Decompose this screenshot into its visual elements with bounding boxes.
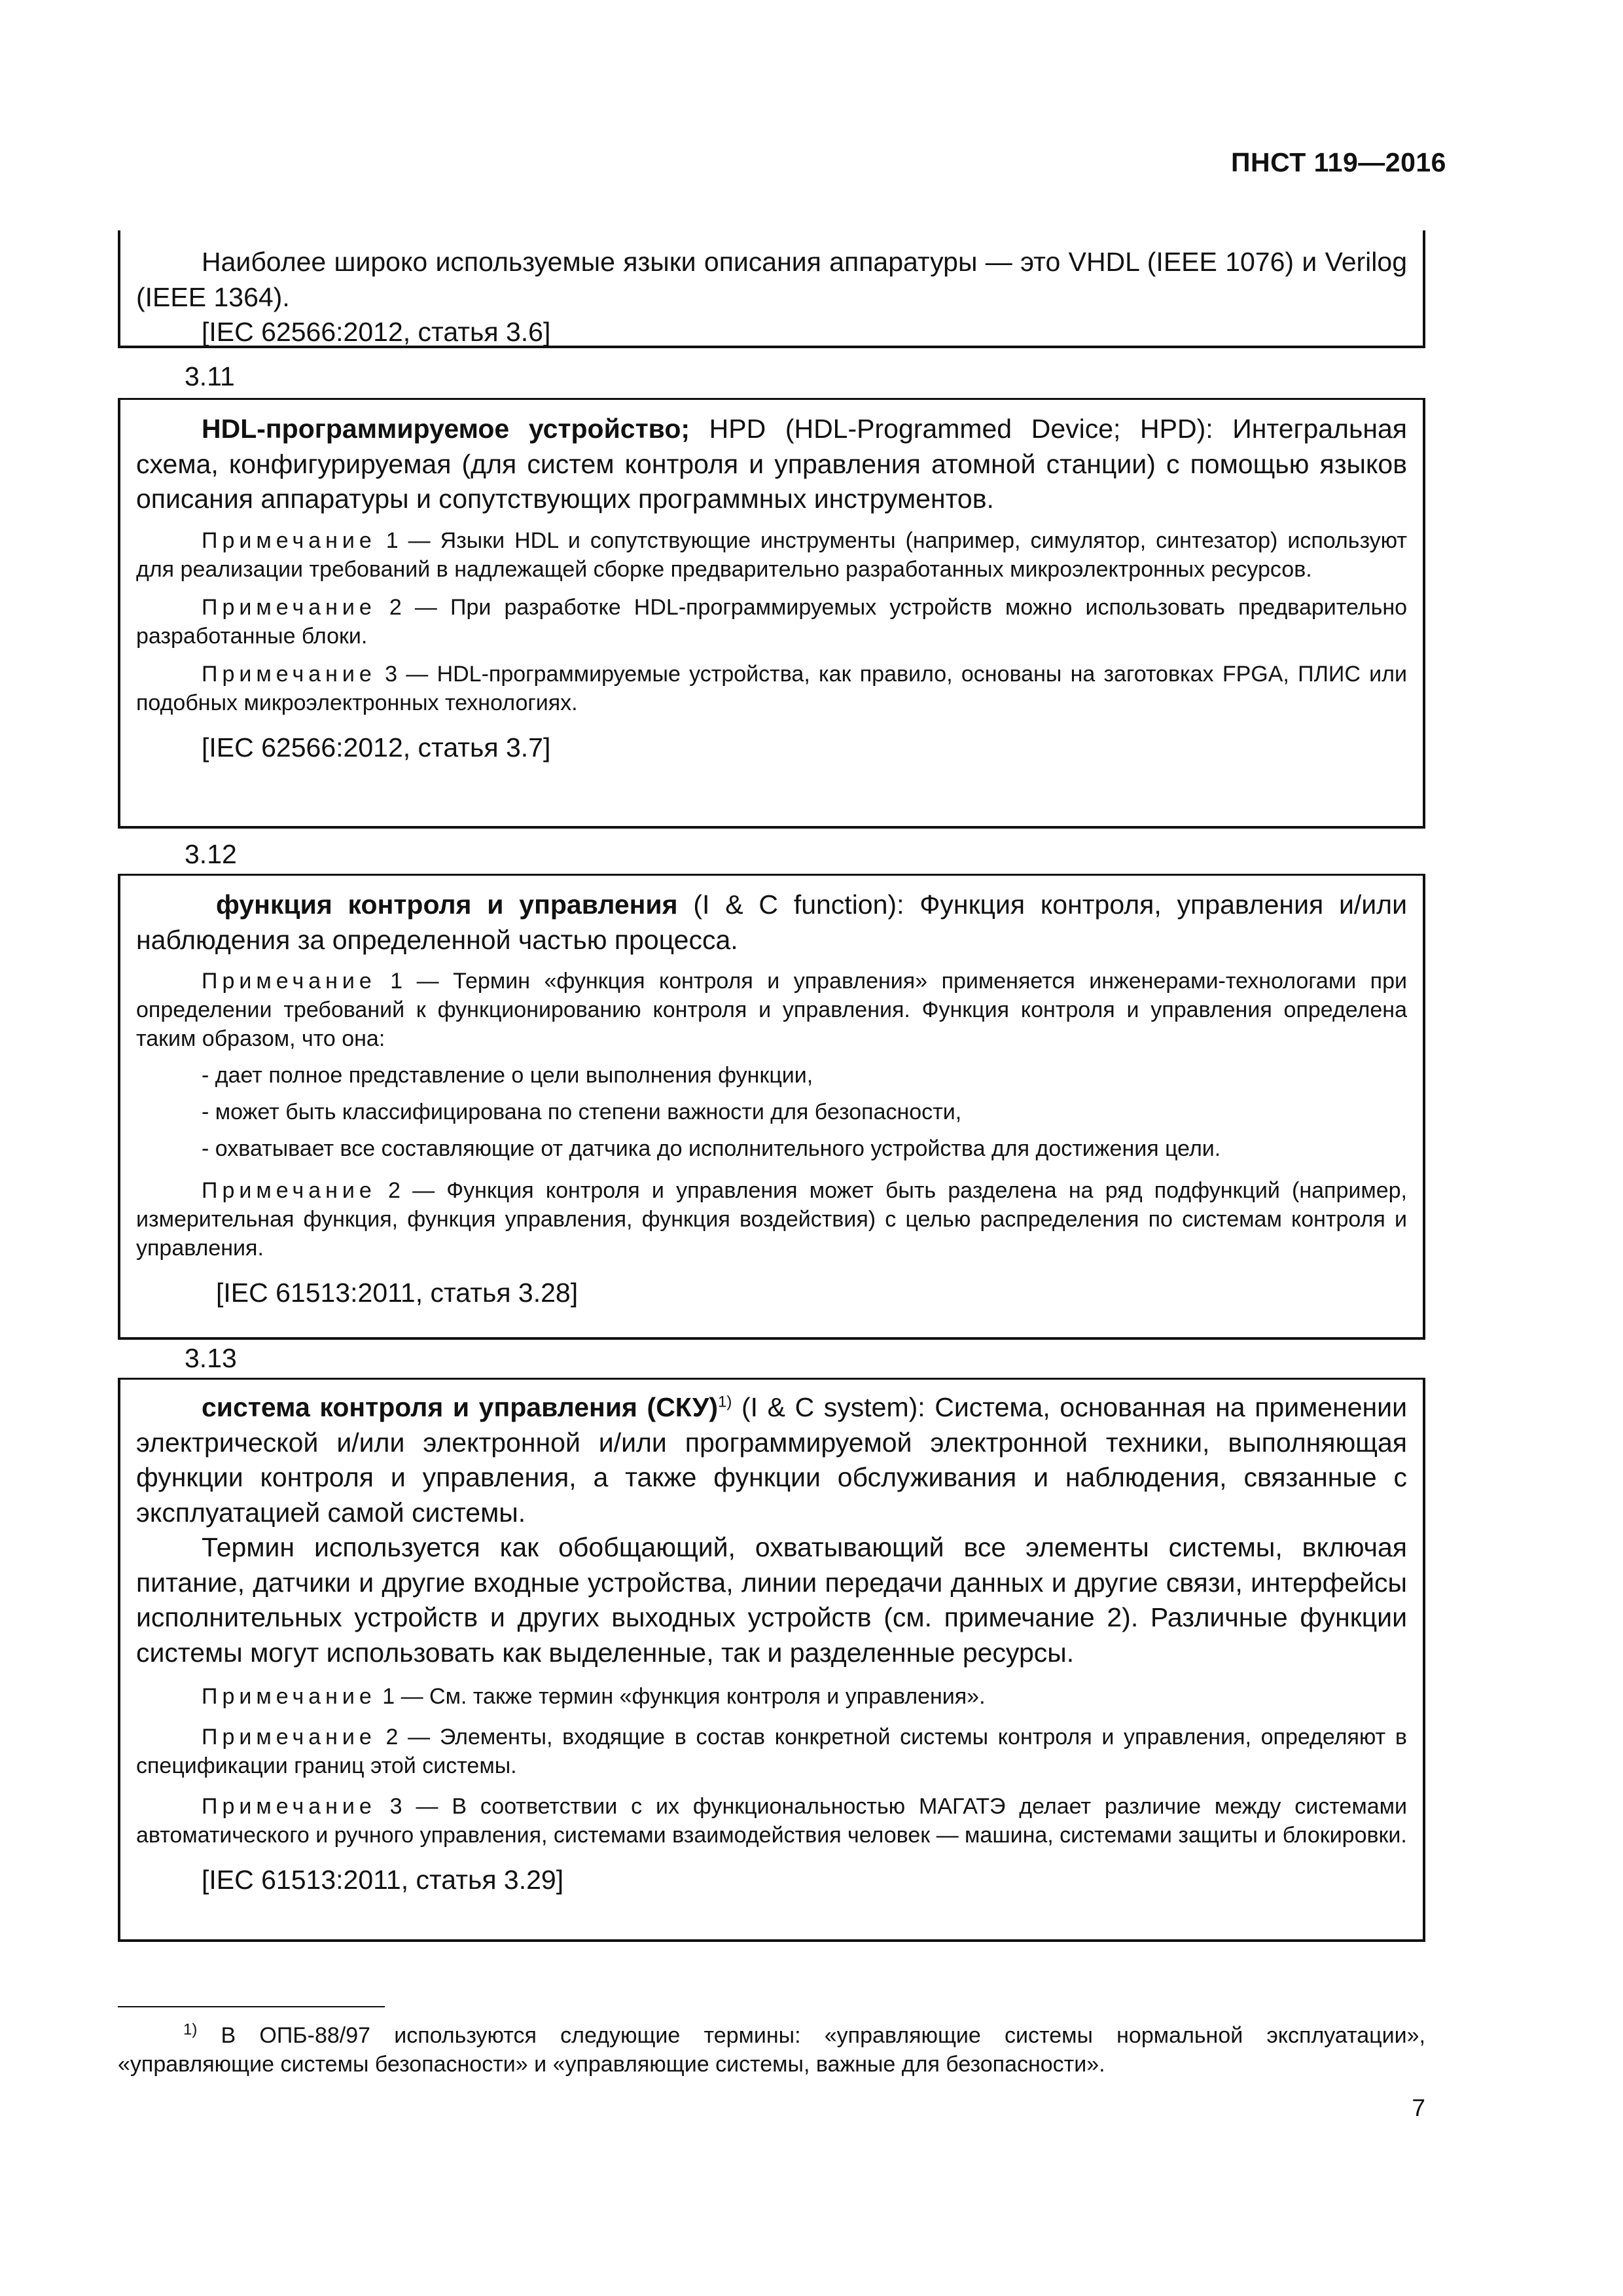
entry-3-13-paragraph-2: Термин используется как обобщающий, охватывающий все элементы системы, включая питание, датчики и другие входные устройства, линии передачи данных и другие связи, интерфейсы исполнительных устройств и других выходных устройств (см. примечание 2). Различные функции системы могут использовать как выделенные, так и разделенные ресурсы. [136, 1532, 1407, 1668]
prev-entry-ref: [IEC 62566:2012, статья 3.6] [202, 317, 551, 347]
entry-number-3-12: 3.12 [185, 839, 237, 869]
list-item: - охватывает все составляющие от датчика до исполнительного устройства для достижения цели. [202, 1136, 1221, 1161]
entry-3-13-note-1: Примечание 1 — См. также термин «функция контроля и управления». [202, 1684, 986, 1709]
entry-3-11-ref: [IEC 62566:2012, статья 3.7] [202, 732, 551, 762]
entry-3-12-term: функция контроля и управления [216, 889, 678, 920]
entry-3-11-note-2: Примечание 2 — При разработке HDL-программируемых устройств можно использовать предварительно разработанные блоки. [136, 594, 1407, 649]
entry-3-13-definition: система контроля и управления (СКУ)$^{1)}$ (I & C system): Система, основанная на применении электрической и/или электронной и/или программируемой электронной техники, выполняющая функции контроля и управления, а также функции обслуживания и наблюдения, связанные с эксплуатацией самой системы. [136, 1392, 1407, 1528]
page-number: 7 [1412, 2094, 1425, 2121]
entry-3-12-definition: функция контроля и управления (I & C function): Функция контроля, управления и/или наблюдения за определенной частью процесса. [136, 889, 1408, 955]
entry-3-13-note-3: Примечание 3 — В соответствии с их функциональностью МАГАТЭ делает различие между системами автоматического и ручного управления, системами взаимодействия человек — машина, системами защиты и блокировки. [136, 1794, 1407, 1848]
footnote: $^{1)}$ В ОПБ-88/97 используются следующие термины: «управляющие системы нормальной эксплуатации», «управляющие системы безопасности» и «управляющие системы, важные для безопасности». [118, 2020, 1425, 2077]
entry-3-12-note-1: Примечание 1 — Термин «функция контроля и управления» применяется инженерами-технологами при определении требований к функционированию контроля и управления. Функция контроля и управления определена таким образом, что она: [136, 969, 1407, 1051]
footnote-rule [118, 2006, 385, 2007]
entry-3-11-note-3: Примечание 3 — HDL-программируемые устройства, как правило, основаны на заготовках FPGA, ПЛИС или подобных микроэлектронных технологиях. [136, 661, 1407, 715]
list-item: - может быть классифицирована по степени важности для безопасности, [202, 1100, 962, 1124]
entry-3-13-box [118, 1378, 1425, 1942]
entry-3-13-term: система контроля и управления (СКУ) [202, 1392, 719, 1422]
entry-3-11-definition: HDL-программируемое устройство; HPD (HDL-Programmed Device; HPD): Интегральная схема, конфигурируемая (для систем контроля и управления атомной станции) с помощью языков описания аппаратуры и сопутствующих программных инструментов. [136, 414, 1407, 514]
entry-3-11-term: HDL-программируемое устройство; [202, 414, 690, 444]
entry-3-12-ref: [IEC 61513:2011, статья 3.28] [216, 1278, 579, 1308]
document-code: ПНСТ 119—2016 [1231, 147, 1446, 177]
entry-3-11-box [118, 398, 1425, 829]
entry-3-13-note-2: Примечание 2 — Элементы, входящие в состав конкретной системы контроля и управления, определяют в спецификации границ этой системы. [136, 1725, 1407, 1778]
entry-3-11-note-1: Примечание 1 — Языки HDL и сопутствующие инструменты (например, симулятор, синтезатор) используют для реализации требований в надлежащей сборке предварительно разработанных микроэлектронных ресурсов. [136, 528, 1407, 582]
prev-entry-text: Наиболее широко используемые языки описания аппаратуры — это VHDL (IEEE 1076) и Verilog (IEEE 1364). [136, 247, 1407, 312]
entry-3-12-box [118, 874, 1425, 1340]
entry-3-13-ref: [IEC 61513:2011, статья 3.29] [202, 1865, 564, 1895]
prev-entry-box [118, 230, 1425, 348]
list-item: - дает полное представление о цели выполнения функции, [202, 1063, 813, 1088]
entry-number-3-13: 3.13 [185, 1343, 237, 1373]
footnote-mark: 1) [718, 1393, 732, 1411]
entry-3-12-note-2: Примечание 2 — Функция контроля и управления может быть разделена на ряд подфункций (например, измерительная функция, функция управления, функция воздействия) с целью распределения по системам контроля и управления. [136, 1178, 1407, 1261]
entry-number-3-11: 3.11 [185, 361, 235, 391]
